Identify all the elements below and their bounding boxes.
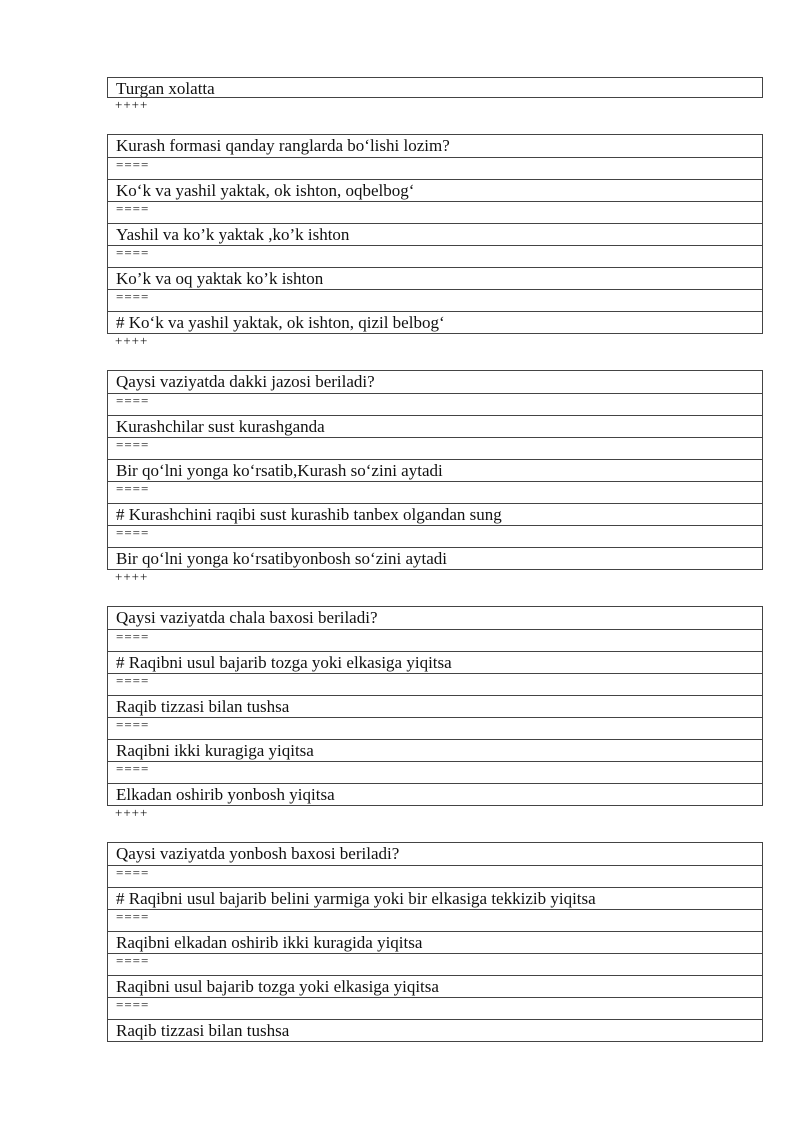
answer-option: Ko’k va oq yaktak ko’k ishton xyxy=(108,267,762,289)
question-block xyxy=(107,370,763,570)
option-divider: ==== xyxy=(108,289,762,311)
answer-option: Kurashchilar sust kurashganda xyxy=(108,415,762,437)
answer-option: Bir qo‘lni yonga ko‘rsatib,Kurash so‘zini aytadi xyxy=(108,459,762,481)
answer-option: Yashil va ko’k yaktak ,ko’k ishton xyxy=(108,223,762,245)
option-divider: ==== xyxy=(108,245,762,267)
question-separator: ++++ xyxy=(115,805,149,820)
correct-answer-option: # Raqibni usul bajarib tozga yoki elkasiga yiqitsa xyxy=(108,651,762,673)
question-block xyxy=(107,134,763,334)
question-text: Qaysi vaziyatda chala baxosi beriladi? xyxy=(116,608,378,627)
correct-answer-option: # Kurashchini raqibi sust kurashib tanbex olgandan sung xyxy=(108,503,762,525)
question-text: Qaysi vaziyatda dakki jazosi beriladi? xyxy=(116,372,375,391)
answer-option: Raqibni elkadan oshirib ikki kuragida yiqitsa xyxy=(108,931,762,953)
option-divider: ==== xyxy=(108,525,762,547)
correct-answer-option: # Raqibni usul bajarib belini yarmiga yoki bir elkasiga tekkizib yiqitsa xyxy=(108,887,762,909)
answer-option: Raqibni ikki kuragiga yiqitsa xyxy=(108,739,762,761)
question-separator: ++++ xyxy=(115,333,149,348)
answer-option: Raqibni usul bajarib tozga yoki elkasiga yiqitsa xyxy=(108,975,762,997)
option-divider: ==== xyxy=(108,437,762,459)
question-separator: ++++ xyxy=(115,569,149,584)
option-divider: ==== xyxy=(108,157,762,179)
option-divider: ==== xyxy=(108,909,762,931)
option-divider: ==== xyxy=(108,865,762,887)
option-divider: ==== xyxy=(108,673,762,695)
option-divider: ==== xyxy=(108,717,762,739)
option-divider: ==== xyxy=(108,953,762,975)
option-divider: ==== xyxy=(108,761,762,783)
question-text: Kurash formasi qanday ranglarda bo‘lishi lozim? xyxy=(116,136,450,155)
option-divider: ==== xyxy=(108,393,762,415)
correct-answer-option: # Ko‘k va yashil yaktak, ok ishton, qizil belbog‘ xyxy=(108,311,762,333)
option-divider: ==== xyxy=(108,997,762,1019)
option-divider: ==== xyxy=(108,481,762,503)
question-block xyxy=(107,842,763,1042)
answer-row: Turgan xolatta xyxy=(107,77,763,98)
answer-option: Ko‘k va yashil yaktak, ok ishton, oqbelbog‘ xyxy=(108,179,762,201)
answer-option: Raqib tizzasi bilan tushsa xyxy=(108,695,762,717)
answer-option: Bir qo‘lni yonga ko‘rsatibyonbosh so‘zini aytadi xyxy=(108,547,762,569)
test-document xyxy=(107,77,763,1042)
option-divider: ==== xyxy=(108,629,762,651)
question-text: Qaysi vaziyatda yonbosh baxosi beriladi? xyxy=(116,844,400,863)
answer-option: Elkadan oshirib yonbosh yiqitsa xyxy=(108,783,762,805)
question-block xyxy=(107,606,763,806)
question-separator: ++++ xyxy=(115,97,149,112)
answer-option: Raqib tizzasi bilan tushsa xyxy=(108,1019,762,1041)
option-divider: ==== xyxy=(108,201,762,223)
